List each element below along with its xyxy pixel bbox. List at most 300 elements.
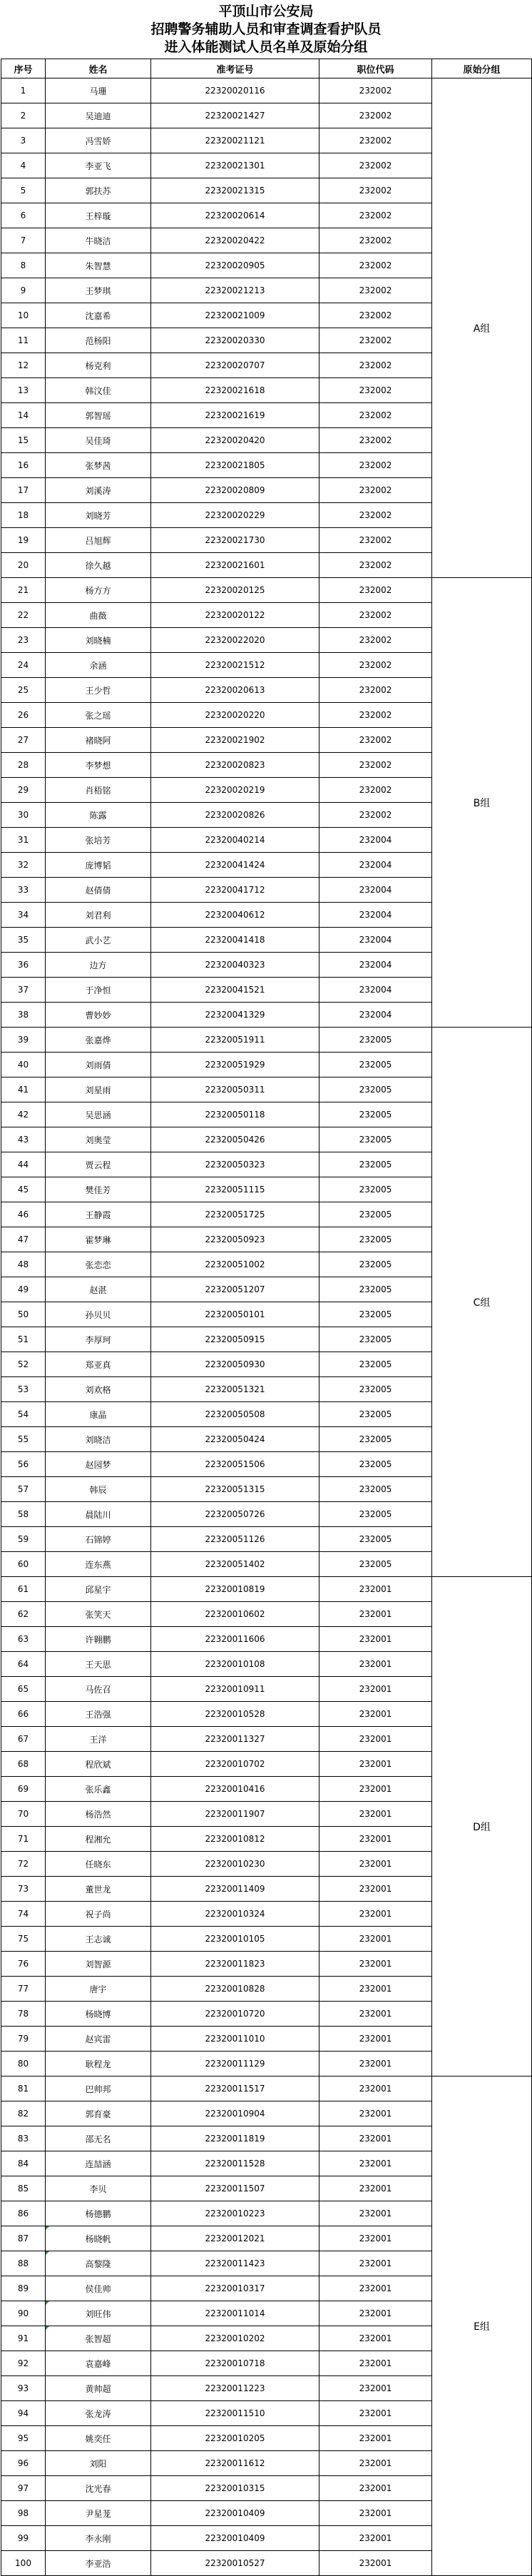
- cell-exam-number: 22320021601: [151, 553, 319, 578]
- cell-name: 肖梧铭: [46, 778, 151, 803]
- cell-name: 张龙涛: [46, 2401, 151, 2426]
- cell-name: 刘晓洁: [46, 1427, 151, 1452]
- cell-index: 10: [1, 303, 46, 328]
- cell-index: 16: [1, 453, 46, 478]
- cell-position-code: 232001: [319, 1602, 432, 1627]
- cell-position-code: 232002: [319, 253, 432, 278]
- cell-name: 李厚珂: [46, 1327, 151, 1352]
- cell-position-code: 232001: [319, 1827, 432, 1852]
- cell-exam-number: 22320020330: [151, 328, 319, 353]
- cell-exam-number: 22320050323: [151, 1152, 319, 1177]
- cell-index: 52: [1, 1352, 46, 1377]
- cell-exam-number: 22320010812: [151, 1827, 319, 1852]
- cell-index: 72: [1, 1852, 46, 1877]
- cell-index: 87: [1, 2226, 46, 2251]
- cell-index: 20: [1, 553, 46, 578]
- cell-exam-number: 22320021427: [151, 103, 319, 128]
- cell-exam-number: 22320021009: [151, 303, 319, 328]
- cell-index: 46: [1, 1202, 46, 1227]
- cell-position-code: 232002: [319, 103, 432, 128]
- cell-index: 39: [1, 1028, 46, 1053]
- cell-index: 60: [1, 1552, 46, 1577]
- cell-exam-number: 22320010819: [151, 1577, 319, 1602]
- cell-name: 赵宾雷: [46, 2027, 151, 2052]
- cell-index: 22: [1, 603, 46, 628]
- cell-name: 程湘允: [46, 1827, 151, 1852]
- cell-position-code: 232001: [319, 2126, 432, 2151]
- cell-exam-number: 22320051315: [151, 1477, 319, 1502]
- cell-exam-number: 22320011510: [151, 2401, 319, 2426]
- cell-exam-number: 22320050118: [151, 1102, 319, 1127]
- cell-position-code: 232002: [319, 203, 432, 228]
- cell-position-code: 232005: [319, 1302, 432, 1327]
- cell-position-code: 232001: [319, 1652, 432, 1677]
- cell-name: 赵湛: [46, 1277, 151, 1302]
- cell-position-code: 232001: [319, 2376, 432, 2401]
- cell-name: 唐宇: [46, 1977, 151, 2002]
- cell-index: 82: [1, 2101, 46, 2126]
- cell-index: 69: [1, 1777, 46, 1802]
- cell-name: 贾云程: [46, 1152, 151, 1177]
- cell-index: 13: [1, 378, 46, 403]
- cell-name: 黄帅超: [46, 2376, 151, 2401]
- cell-position-code: 232001: [319, 2326, 432, 2351]
- cell-name: 刘雨倩: [46, 1053, 151, 1077]
- cell-name: 刘欢格: [46, 1377, 151, 1402]
- cell-index: 48: [1, 1252, 46, 1277]
- cell-position-code: 232002: [319, 428, 432, 453]
- cell-name: 杨德鹏: [46, 2201, 151, 2226]
- cell-exam-number: 22320010416: [151, 1777, 319, 1802]
- cell-name: 张智超: [46, 2326, 151, 2351]
- cell-index: 15: [1, 428, 46, 453]
- cell-exam-number: 22320010205: [151, 2426, 319, 2451]
- cell-name: 马珊: [46, 78, 151, 103]
- cell-name: 朱智慧: [46, 253, 151, 278]
- cell-index: 8: [1, 253, 46, 278]
- cell-exam-number: 22320020613: [151, 678, 319, 703]
- cell-index: 76: [1, 1952, 46, 1977]
- cell-position-code: 232002: [319, 328, 432, 353]
- cell-name: 刘溪涛: [46, 478, 151, 503]
- cell-position-code: 232005: [319, 1477, 432, 1502]
- cell-exam-number: 22320020220: [151, 703, 319, 728]
- cell-index: 23: [1, 628, 46, 653]
- cell-name: 张乐鑫: [46, 1777, 151, 1802]
- cell-index: 79: [1, 2027, 46, 2052]
- table-row: [1, 78, 532, 103]
- cell-position-code: 232005: [319, 1202, 432, 1227]
- cell-index: 65: [1, 1677, 46, 1702]
- cell-position-code: 232004: [319, 828, 432, 853]
- cell-exam-number: 22320020905: [151, 253, 319, 278]
- doc-title-line3: 进入体能测试人员名单及原始分组: [164, 39, 368, 55]
- cell-position-code: 232005: [319, 1028, 432, 1053]
- cell-index: 21: [1, 578, 46, 603]
- cell-position-code: 232001: [319, 2002, 432, 2027]
- cell-exam-number: 22320050915: [151, 1327, 319, 1352]
- cell-name: 吴迪迪: [46, 103, 151, 128]
- cell-exam-number: 22320010528: [151, 1702, 319, 1727]
- cell-position-code: 232002: [319, 278, 432, 303]
- cell-position-code: 232002: [319, 528, 432, 553]
- cell-name: 刘晓芳: [46, 503, 151, 528]
- cell-index: 59: [1, 1527, 46, 1552]
- cell-name: 郭育豪: [46, 2101, 151, 2126]
- cell-position-code: 232001: [319, 2226, 432, 2251]
- cell-position-code: 232001: [319, 2176, 432, 2201]
- cell-exam-number: 22320051402: [151, 1552, 319, 1577]
- cell-position-code: 232005: [319, 1402, 432, 1427]
- cell-name: 连东燕: [46, 1552, 151, 1577]
- cell-exam-number: 22320010720: [151, 2002, 319, 2027]
- cell-position-code: 232001: [319, 2476, 432, 2501]
- cell-name: 李亚飞: [46, 153, 151, 178]
- cell-position-code: 232005: [319, 1452, 432, 1477]
- cell-index: 49: [1, 1277, 46, 1302]
- cell-position-code: 232001: [319, 1727, 432, 1752]
- cell-position-code: 232005: [319, 1427, 432, 1452]
- cell-index: 37: [1, 978, 46, 1003]
- cell-exam-number: 22320011823: [151, 1952, 319, 1977]
- cell-position-code: 232001: [319, 2526, 432, 2551]
- cell-exam-number: 22320020707: [151, 353, 319, 378]
- cell-position-code: 232002: [319, 78, 432, 103]
- cell-position-code: 232002: [319, 803, 432, 828]
- cell-name: 程欣斌: [46, 1752, 151, 1777]
- cell-exam-number: 22320020420: [151, 428, 319, 453]
- cell-name: 王志诚: [46, 1927, 151, 1952]
- cell-position-code: 232002: [319, 153, 432, 178]
- cell-index: 84: [1, 2151, 46, 2176]
- cell-name: 刘奥莹: [46, 1127, 151, 1152]
- roster-table: [1, 59, 532, 2576]
- cell-exam-number: 22320011507: [151, 2176, 319, 2201]
- cell-position-code: 232004: [319, 903, 432, 928]
- cell-name: 连喆涵: [46, 2151, 151, 2176]
- table-row: [1, 578, 532, 603]
- cell-name: 王梦琪: [46, 278, 151, 303]
- cell-index: 7: [1, 228, 46, 253]
- cell-index: 98: [1, 2501, 46, 2526]
- table-row: [1, 1577, 532, 1602]
- cell-index: 94: [1, 2401, 46, 2426]
- cell-exam-number: 22320051002: [151, 1252, 319, 1277]
- cell-exam-number: 22320041329: [151, 1003, 319, 1028]
- cell-name: 樊佳芳: [46, 1177, 151, 1202]
- cell-index: 9: [1, 278, 46, 303]
- cell-index: 33: [1, 878, 46, 903]
- cell-name: 杨浩然: [46, 1802, 151, 1827]
- cell-name: 刘阳: [46, 2451, 151, 2476]
- cell-index: 57: [1, 1477, 46, 1502]
- cell-name: 王洋: [46, 1727, 151, 1752]
- cell-position-code: 232002: [319, 678, 432, 703]
- cell-name: 祝子尚: [46, 1902, 151, 1927]
- cell-index: 64: [1, 1652, 46, 1677]
- cell-exam-number: 22320021512: [151, 653, 319, 678]
- cell-name: 吕旭辉: [46, 528, 151, 553]
- cell-name: 韩辰: [46, 1477, 151, 1502]
- cell-index: 32: [1, 853, 46, 878]
- cell-position-code: 232002: [319, 603, 432, 628]
- cell-exam-number: 22320050930: [151, 1352, 319, 1377]
- cell-index: 85: [1, 2176, 46, 2201]
- cell-index: 25: [1, 678, 46, 703]
- cell-position-code: 232004: [319, 1003, 432, 1028]
- cell-index: 28: [1, 753, 46, 778]
- cell-position-code: 232002: [319, 353, 432, 378]
- cell-name: 冯雪娇: [46, 128, 151, 153]
- cell-index: 63: [1, 1627, 46, 1652]
- cell-index: 88: [1, 2251, 46, 2276]
- cell-exam-number: 22320020122: [151, 603, 319, 628]
- cell-position-code: 232001: [319, 2451, 432, 2476]
- cell-name: 马佐召: [46, 1677, 151, 1702]
- cell-position-code: 232001: [319, 1902, 432, 1927]
- cell-exam-number: 22320010828: [151, 1977, 319, 2002]
- cell-position-code: 232001: [319, 1577, 432, 1602]
- cell-exam-number: 22320021805: [151, 453, 319, 478]
- cell-index: 40: [1, 1053, 46, 1077]
- cell-name: 姚奕任: [46, 2426, 151, 2451]
- cell-name: 郭智瑶: [46, 403, 151, 428]
- cell-position-code: 232001: [319, 2351, 432, 2376]
- cell-group-label: B组: [432, 578, 532, 1028]
- cell-position-code: 232001: [319, 1977, 432, 2002]
- cell-index: 6: [1, 203, 46, 228]
- cell-index: 14: [1, 403, 46, 428]
- cell-name: 张梦茜: [46, 453, 151, 478]
- cell-name: 曹妙妙: [46, 1003, 151, 1028]
- cell-position-code: 232002: [319, 128, 432, 153]
- cell-name: 刘智源: [46, 1952, 151, 1977]
- cell-exam-number: 22320020614: [151, 203, 319, 228]
- cell-exam-number: 22320021619: [151, 403, 319, 428]
- cell-index: 36: [1, 953, 46, 978]
- cell-position-code: 232005: [319, 1352, 432, 1377]
- cell-index: 66: [1, 1702, 46, 1727]
- cell-exam-number: 22320050424: [151, 1427, 319, 1452]
- cell-name: 刘晓楠: [46, 628, 151, 653]
- cell-name: 范杨阳: [46, 328, 151, 353]
- cell-position-code: 232004: [319, 853, 432, 878]
- cell-exam-number: 22320050508: [151, 1402, 319, 1427]
- cell-exam-number: 22320010105: [151, 1927, 319, 1952]
- cell-position-code: 232005: [319, 1102, 432, 1127]
- cell-index: 31: [1, 828, 46, 853]
- table-row: [1, 1028, 532, 1053]
- cell-name: 郭扶苏: [46, 178, 151, 203]
- cell-index: 29: [1, 778, 46, 803]
- cell-position-code: 232005: [319, 1177, 432, 1202]
- cell-name: 王少哲: [46, 678, 151, 703]
- cell-exam-number: 22320010602: [151, 1602, 319, 1627]
- cell-name: 侯佳帅: [46, 2276, 151, 2301]
- cell-position-code: 232002: [319, 628, 432, 653]
- cell-position-code: 232005: [319, 1252, 432, 1277]
- cell-exam-number: 22320020219: [151, 778, 319, 803]
- cell-position-code: 232001: [319, 1927, 432, 1952]
- cell-index: 86: [1, 2201, 46, 2226]
- cell-exam-number: 22320010409: [151, 2526, 319, 2551]
- cell-exam-number: 22320010315: [151, 2476, 319, 2501]
- cell-position-code: 232001: [319, 1852, 432, 1877]
- cell-name: 刘星雨: [46, 1077, 151, 1102]
- cell-exam-number: 22320010718: [151, 2351, 319, 2376]
- cell-index: 100: [1, 2551, 46, 2576]
- cell-name: 孙贝贝: [46, 1302, 151, 1327]
- cell-index: 93: [1, 2376, 46, 2401]
- cell-exam-number: 22320040214: [151, 828, 319, 853]
- cell-exam-number: 22320020422: [151, 228, 319, 253]
- header-name: 姓名: [46, 59, 151, 78]
- cell-position-code: 232001: [319, 2052, 432, 2076]
- cell-index: 99: [1, 2526, 46, 2551]
- cell-name: 李永刚: [46, 2526, 151, 2551]
- cell-name: 霍梦琳: [46, 1227, 151, 1252]
- cell-index: 83: [1, 2126, 46, 2151]
- header-position-code: 职位代码: [319, 59, 432, 78]
- cell-name: 吴佳琦: [46, 428, 151, 453]
- cell-exam-number: 22320010911: [151, 1677, 319, 1702]
- cell-name: 巴帅邦: [46, 2076, 151, 2101]
- cell-index: 74: [1, 1902, 46, 1927]
- cell-exam-number: 22320020826: [151, 803, 319, 828]
- cell-exam-number: 22320020125: [151, 578, 319, 603]
- cell-name: 李梦想: [46, 753, 151, 778]
- cell-index: 4: [1, 153, 46, 178]
- cell-name: 于净恒: [46, 978, 151, 1003]
- cell-exam-number: 22320011129: [151, 2052, 319, 2076]
- cell-name: 郑亚真: [46, 1352, 151, 1377]
- cell-exam-number: 22320011409: [151, 1877, 319, 1902]
- cell-position-code: 232001: [319, 2301, 432, 2326]
- cell-exam-number: 22320041712: [151, 878, 319, 903]
- cell-exam-number: 22320010230: [151, 1852, 319, 1877]
- cell-exam-number: 22320050311: [151, 1077, 319, 1102]
- cell-exam-number: 22320010223: [151, 2201, 319, 2226]
- cell-name: 杨克利: [46, 353, 151, 378]
- cell-index: 89: [1, 2276, 46, 2301]
- cell-index: 80: [1, 2052, 46, 2076]
- cell-index: 47: [1, 1227, 46, 1252]
- cell-exam-number: 22320011223: [151, 2376, 319, 2401]
- cell-position-code: 232001: [319, 1777, 432, 1802]
- cell-name: 任晓东: [46, 1852, 151, 1877]
- cell-group-label: E组: [432, 2076, 532, 2576]
- cell-exam-number: 22320021315: [151, 178, 319, 203]
- cell-position-code: 232001: [319, 1802, 432, 1827]
- cell-index: 34: [1, 903, 46, 928]
- cell-index: 71: [1, 1827, 46, 1852]
- cell-name: 赵园梦: [46, 1452, 151, 1477]
- cell-index: 53: [1, 1377, 46, 1402]
- cell-name: 边方: [46, 953, 151, 978]
- cell-group-label: C组: [432, 1028, 532, 1577]
- cell-name: 王梓璇: [46, 203, 151, 228]
- cell-name: 刘旺伟: [46, 2301, 151, 2326]
- cell-exam-number: 22320010904: [151, 2101, 319, 2126]
- cell-position-code: 232005: [319, 1277, 432, 1302]
- cell-position-code: 232001: [319, 2101, 432, 2126]
- cell-position-code: 232001: [319, 2401, 432, 2426]
- cell-name: 杨晓帆: [46, 2226, 151, 2251]
- cell-index: 5: [1, 178, 46, 203]
- cell-exam-number: 22320051321: [151, 1377, 319, 1402]
- cell-name: 吴思涵: [46, 1102, 151, 1127]
- cell-name: 褚晓阿: [46, 728, 151, 753]
- cell-exam-number: 22320051725: [151, 1202, 319, 1227]
- cell-name: 董世龙: [46, 1877, 151, 1902]
- cell-index: 43: [1, 1127, 46, 1152]
- cell-position-code: 232001: [319, 2076, 432, 2101]
- cell-exam-number: 22320020809: [151, 478, 319, 503]
- cell-name: 康晶: [46, 1402, 151, 1427]
- cell-name: 王天思: [46, 1652, 151, 1677]
- cell-exam-number: 22320051911: [151, 1028, 319, 1053]
- cell-position-code: 232001: [319, 2276, 432, 2301]
- cell-exam-number: 22320011907: [151, 1802, 319, 1827]
- cell-index: 2: [1, 103, 46, 128]
- cell-position-code: 232002: [319, 728, 432, 753]
- cell-exam-number: 22320022020: [151, 628, 319, 653]
- cell-name: 徐久越: [46, 553, 151, 578]
- cell-position-code: 232005: [319, 1327, 432, 1352]
- cell-group-label: A组: [432, 78, 532, 578]
- cell-position-code: 232002: [319, 478, 432, 503]
- cell-name: 李亚浩: [46, 2551, 151, 2576]
- cell-exam-number: 22320021301: [151, 153, 319, 178]
- cell-index: 45: [1, 1177, 46, 1202]
- cell-position-code: 232002: [319, 653, 432, 678]
- cell-index: 97: [1, 2476, 46, 2501]
- cell-position-code: 232002: [319, 778, 432, 803]
- doc-title-line1: 平顶山市公安局: [218, 4, 314, 19]
- cell-position-code: 232005: [319, 1077, 432, 1102]
- cell-name: 晨陆川: [46, 1502, 151, 1527]
- cell-index: 92: [1, 2351, 46, 2376]
- cell-position-code: 232004: [319, 953, 432, 978]
- cell-index: 1: [1, 78, 46, 103]
- cell-exam-number: 22320020229: [151, 503, 319, 528]
- cell-exam-number: 22320050426: [151, 1127, 319, 1152]
- cell-index: 77: [1, 1977, 46, 2002]
- cell-position-code: 232001: [319, 2551, 432, 2576]
- cell-position-code: 232002: [319, 553, 432, 578]
- cell-position-code: 232005: [319, 1377, 432, 1402]
- cell-index: 12: [1, 353, 46, 378]
- cell-exam-number: 22320041418: [151, 928, 319, 953]
- cell-index: 61: [1, 1577, 46, 1602]
- cell-exam-number: 22320011010: [151, 2027, 319, 2052]
- cell-position-code: 232001: [319, 1627, 432, 1652]
- cell-exam-number: 22320010702: [151, 1752, 319, 1777]
- cell-position-code: 232002: [319, 503, 432, 528]
- cell-position-code: 232005: [319, 1527, 432, 1552]
- cell-name: 张笑天: [46, 1602, 151, 1627]
- cell-index: 67: [1, 1727, 46, 1752]
- cell-position-code: 232001: [319, 2251, 432, 2276]
- cell-name: 韩汶佳: [46, 378, 151, 403]
- cell-name: 杨晓博: [46, 2002, 151, 2027]
- cell-index: 91: [1, 2326, 46, 2351]
- cell-index: 18: [1, 503, 46, 528]
- cell-exam-number: 22320051126: [151, 1527, 319, 1552]
- cell-exam-number: 22320010108: [151, 1652, 319, 1677]
- cell-name: 邱星宇: [46, 1577, 151, 1602]
- cell-position-code: 232001: [319, 1677, 432, 1702]
